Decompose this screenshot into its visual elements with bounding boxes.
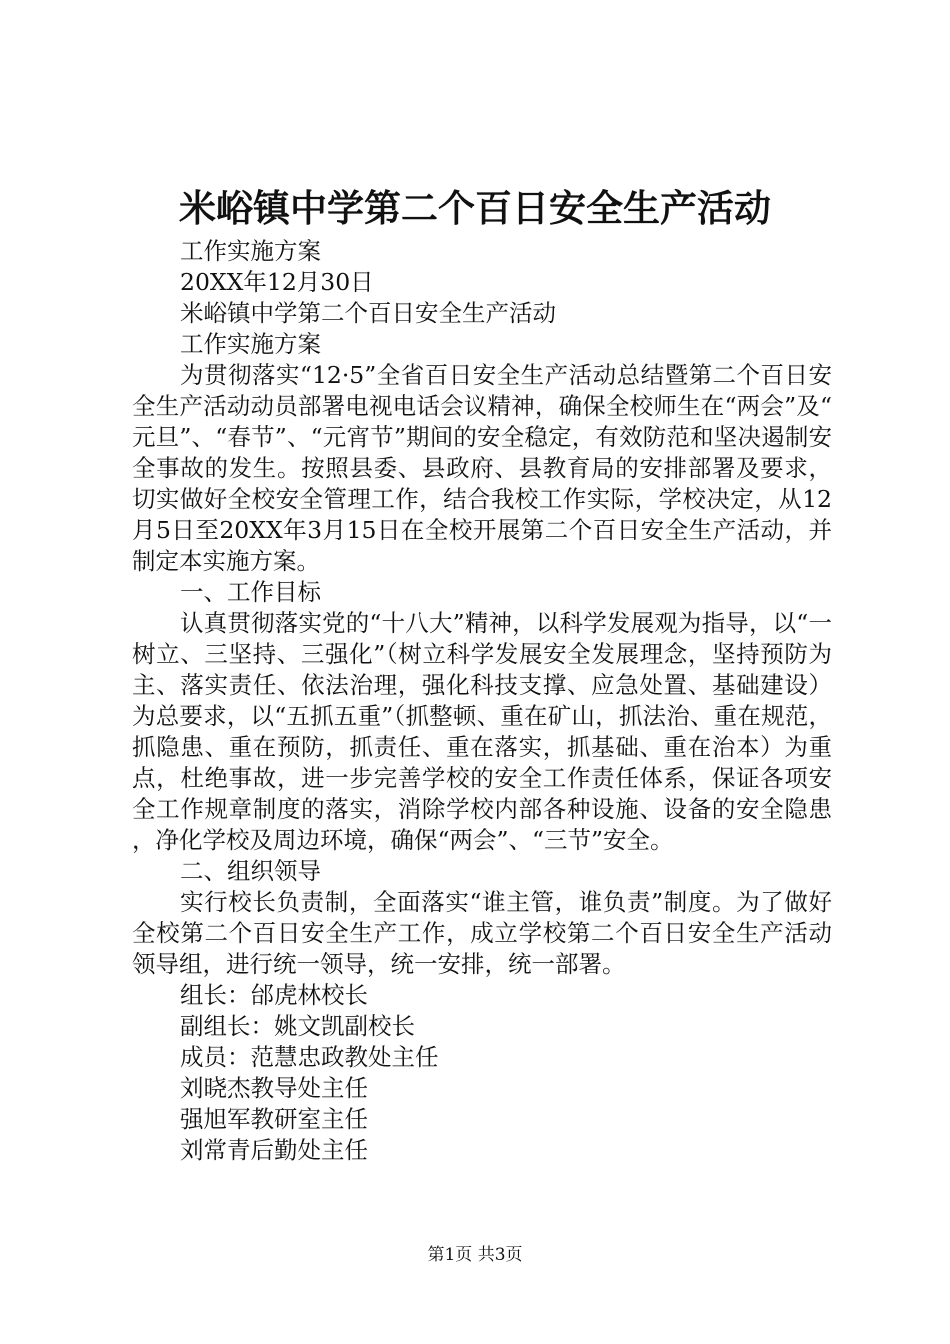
member-line: 组长：邰虎林校长 — [180, 981, 368, 1009]
document-title: 米峪镇中学第二个百日安全生产活动 — [179, 186, 771, 230]
member-line: 刘晓杰教导处主任 — [180, 1074, 368, 1102]
leadership-paragraph: 实行校长负责制，全面落实“谁主管，谁负责”制度。为了做好全校第二个百日安全生产工作，成立学校第二个百日安全生产活动领导组，进行统一领导，统一安排，统一部署。 — [132, 888, 832, 978]
member-line: 副组长：姚文凯副校长 — [180, 1012, 415, 1040]
member-line: 刘常青后勤处主任 — [180, 1136, 368, 1164]
repeat-title-line: 米峪镇中学第二个百日安全生产活动 — [180, 299, 556, 327]
goals-paragraph: 认真贯彻落实党的“十八大”精神，以科学发展观为指导，以“一树立、三坚持、三强化”（树立科学发展安全发展理念，坚持预防为主、落实责任、依法治理，强化科技支撑、应急处置、基础建设）为总要求，以“五抓五重”（抓整顿、重在矿山，抓法治、重在规范，抓隐患、重在预防，抓责任、重在落实，抓基础、重在治本）为重点，杜绝事故，进一步完善学校的安全工作责任体系，保证各项安全工作规章制度的落实，消除学校内部各种设施、设备的安全隐患，净化学校及周边环境，确保“两会”、“三节”安全。 — [132, 609, 832, 854]
section-heading-goals: 一、工作目标 — [180, 578, 321, 606]
document-body — [132, 236, 832, 1166]
date-line: 20XX年12月30日 — [180, 268, 374, 296]
section-heading-leadership: 二、组织领导 — [180, 857, 321, 885]
member-line: 强旭军教研室主任 — [180, 1105, 368, 1133]
intro-paragraph: 为贯彻落实“12·5”全省百日安全生产活动总结暨第二个百日安全生产活动动员部署电视电话会议精神，确保全校师生在“两会”及“元旦”、“春节”、“元宵节”期间的安全稳定，有效防范和坚决遏制安全事故的发生。按照县委、县政府、县教育局的安排部署及要求，切实做好全校安全管理工作，结合我校工作实际，学校决定，从12月5日至20XX年3月15日在全校开展第二个百日安全生产活动，并制定本实施方案。 — [132, 361, 832, 575]
subtitle-line-2: 工作实施方案 — [180, 330, 321, 358]
page-number-footer: 第1页 共3页 — [427, 1245, 523, 1265]
member-line: 成员：范慧忠政教处主任 — [180, 1043, 439, 1071]
subtitle-line: 工作实施方案 — [180, 237, 321, 265]
